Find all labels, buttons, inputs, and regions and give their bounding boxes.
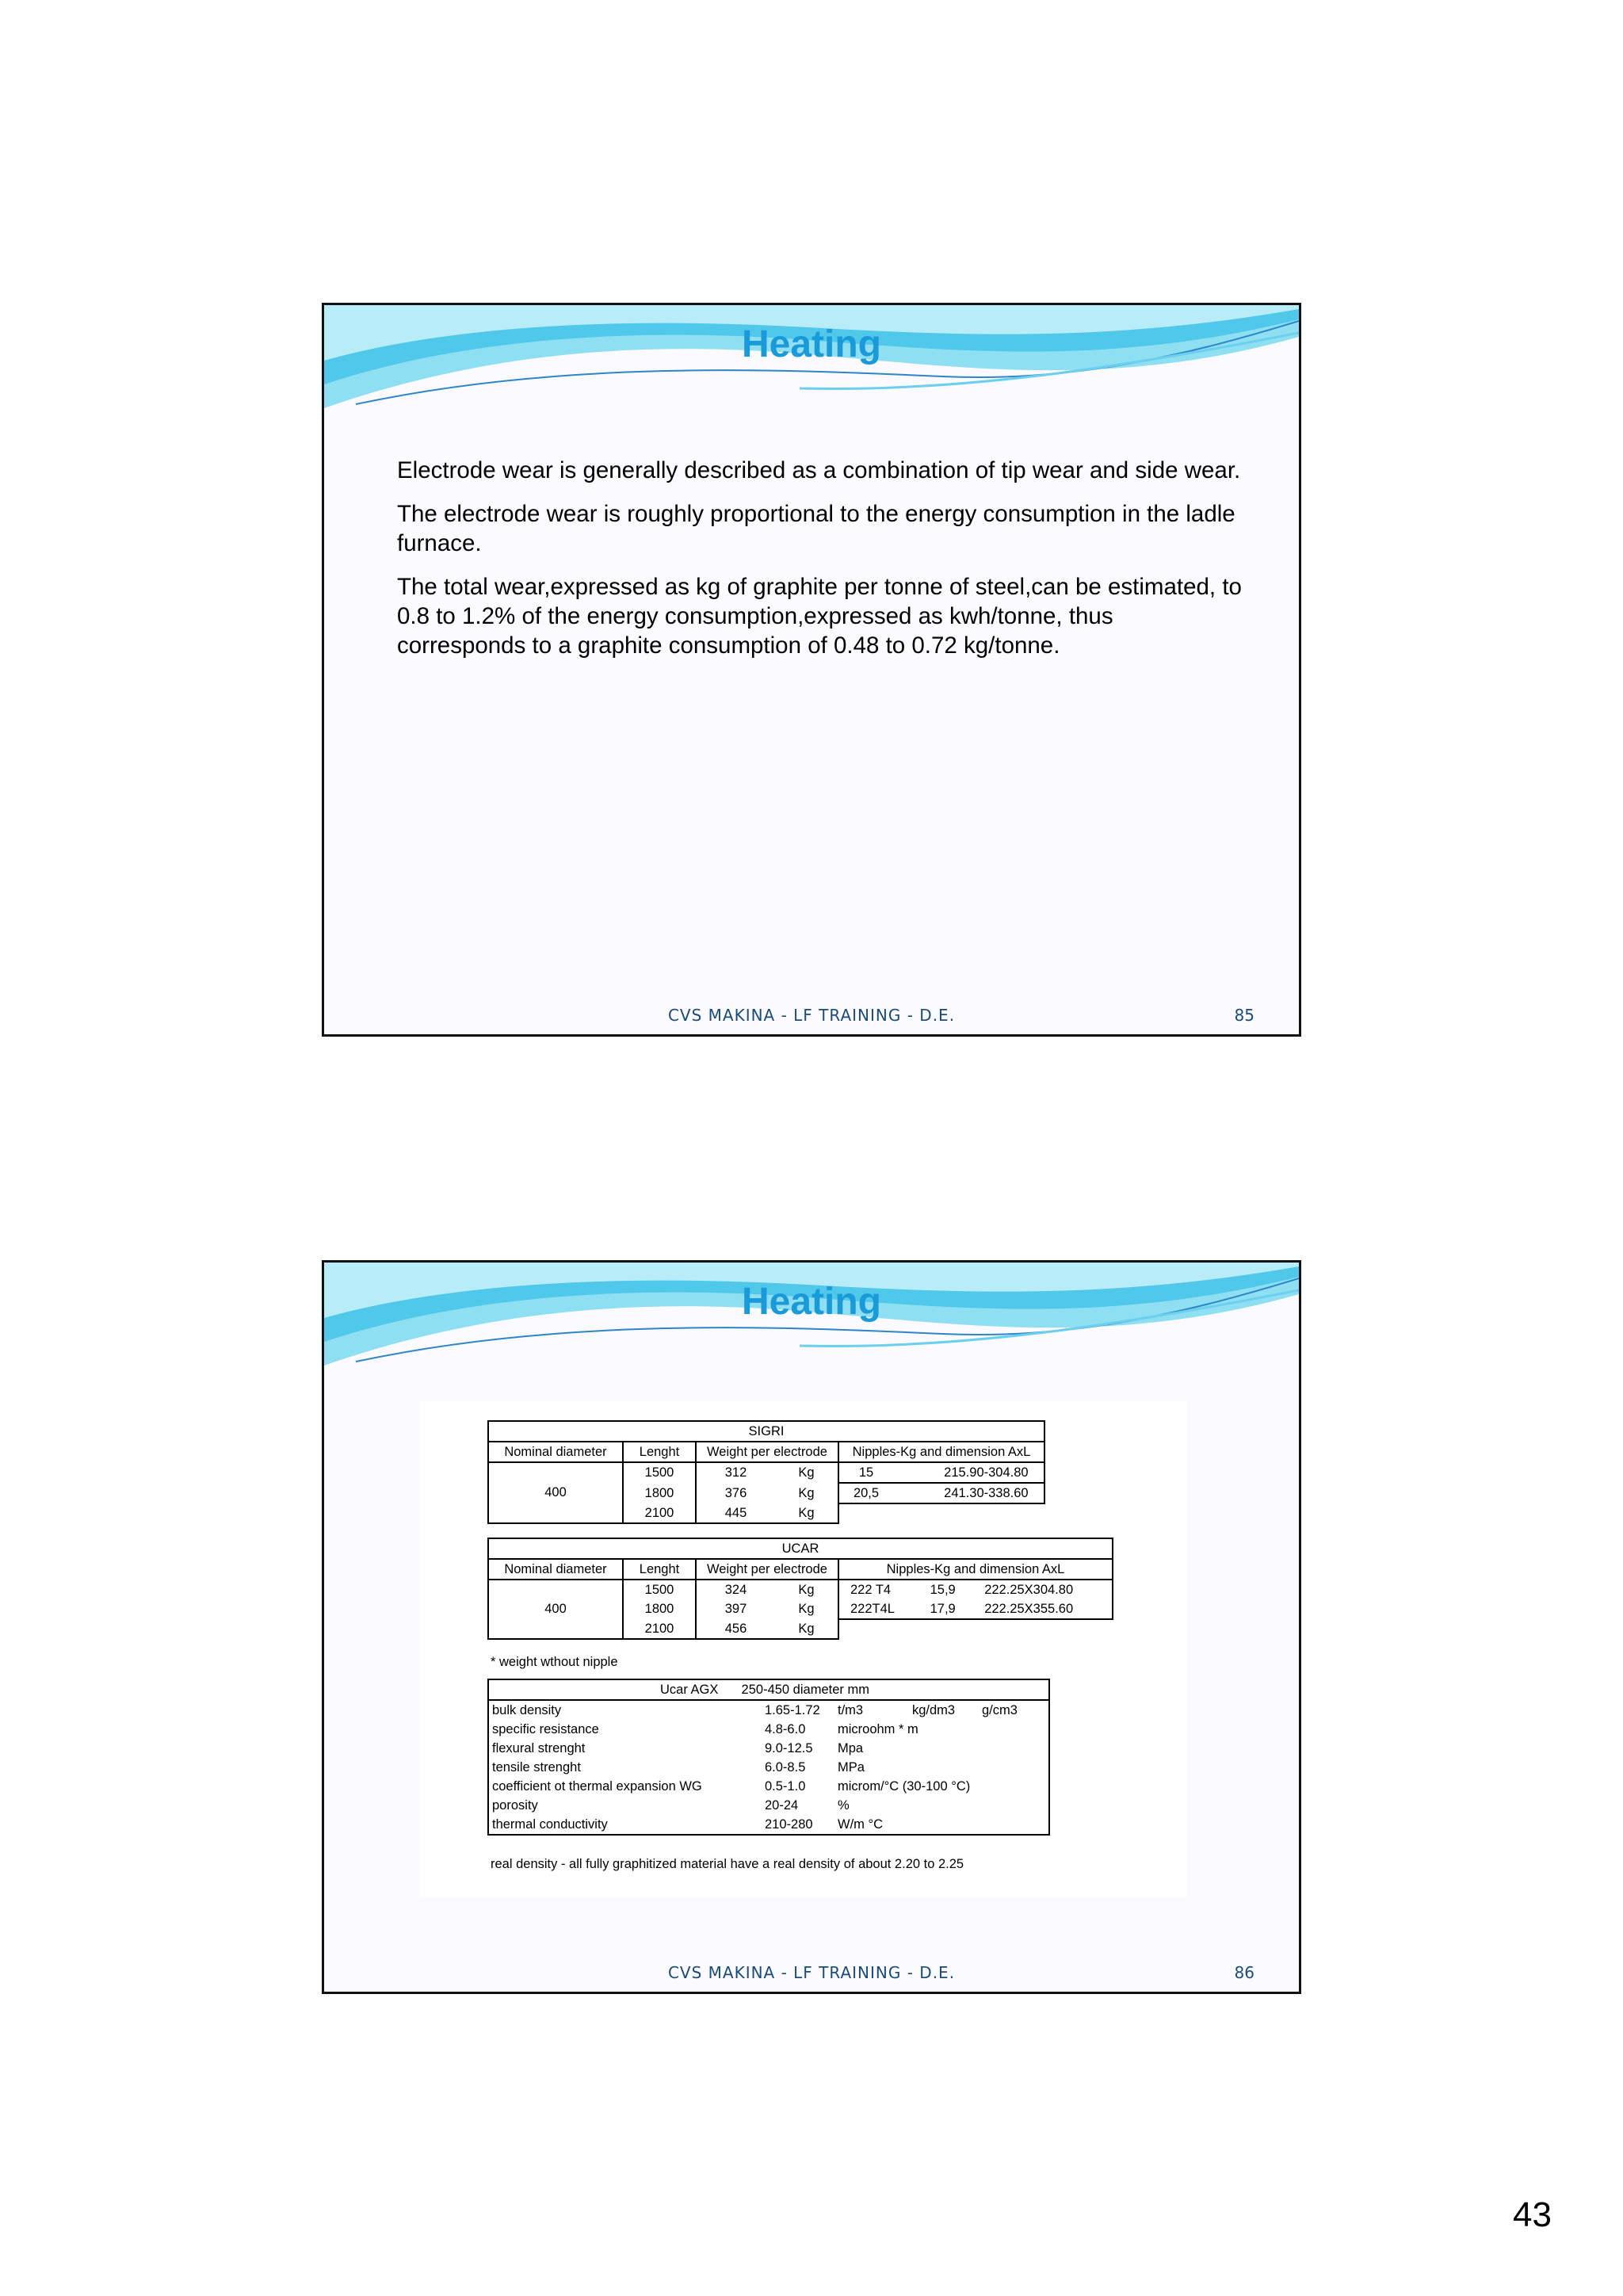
property-unit: microohm * m (838, 1721, 918, 1736)
table-title: UCAR (488, 1538, 1113, 1559)
property-unit: Mpa (838, 1740, 864, 1755)
property-value: 20-24 (765, 1797, 799, 1813)
table-row (488, 1815, 1049, 1835)
nipple-kg: 20,5 (853, 1485, 880, 1500)
sigri-table (487, 1420, 1045, 1524)
property-unit: % (838, 1797, 850, 1813)
nipple-type: 222 T4 (850, 1582, 892, 1597)
table-cell: Kg (798, 1602, 815, 1616)
table-cell: 312 (696, 1462, 775, 1483)
property-unit: W/m °C (838, 1817, 884, 1832)
table-title: SIGRI (488, 1421, 1044, 1442)
agx-properties-table (487, 1679, 1050, 1836)
table-title (488, 1679, 1049, 1700)
table-header: Nominal diameter (488, 1442, 623, 1462)
electrode-data-panel (419, 1401, 1186, 1897)
page-number: 43 (1513, 2195, 1552, 2234)
table-row (488, 1462, 1044, 1483)
table-cell: 397 (696, 1599, 775, 1619)
nipple-dimension: 241.30-338.60 (944, 1485, 1029, 1500)
property-value: 1.65-1.72 (765, 1702, 820, 1717)
paragraph: The total wear,expressed as kg of graphite per tonne of steel,can be estimated, to 0.8 to 1.2% of the energy consumption,expressed as kwh/tonne, thus corresponds to a graphite consumption of 0.48 to 0.72 kg/tonne. (397, 574, 1242, 659)
table-row (488, 1758, 1049, 1777)
table-cell (838, 1462, 1044, 1483)
table-cell: 456 (696, 1619, 775, 1639)
slide-number: 86 (1234, 1963, 1254, 1982)
property-name: bulk density (492, 1702, 562, 1717)
table-cell: 1500 (623, 1462, 696, 1483)
table-cell (838, 1580, 1113, 1599)
property-name: coefficient ot thermal expansion WG (492, 1778, 702, 1794)
table-cell (838, 1599, 1113, 1619)
table-row (488, 1777, 1049, 1796)
property-unit: MPa (838, 1759, 865, 1775)
table-row (488, 1580, 1113, 1599)
slide-86 (322, 1260, 1301, 1994)
table-cell (838, 1483, 1044, 1503)
paragraph: The electrode wear is roughly proportional to the energy consumption in the ladle furnace. (397, 501, 1235, 556)
table-row (488, 1796, 1049, 1815)
slide-footer: CVS MAKINA - LF TRAINING - D.E. (667, 1963, 956, 1982)
property-value: 210-280 (765, 1817, 813, 1832)
table-row (488, 1739, 1049, 1758)
property-unit: microm/°C (30-100 °C) (838, 1778, 971, 1794)
table-header: Lenght (623, 1559, 696, 1580)
table-header: Weight per electrode (696, 1559, 838, 1580)
agx-range: 250-450 diameter mm (741, 1682, 869, 1697)
property-name: specific resistance (492, 1721, 599, 1736)
table-row (488, 1700, 1049, 1720)
table-cell: Kg (798, 1582, 815, 1597)
property-value: 9.0-12.5 (765, 1740, 813, 1755)
table-cell: 1800 (623, 1483, 696, 1503)
slide-title: Heating (741, 1281, 881, 1323)
table-header: Nipples-Kg and dimension AxL (838, 1442, 1044, 1462)
ucar-table (487, 1538, 1113, 1640)
table-cell: 1800 (623, 1599, 696, 1619)
table-header: Weight per electrode (696, 1442, 838, 1462)
slide-number: 85 (1234, 1006, 1254, 1025)
property-value: 0.5-1.0 (765, 1778, 806, 1794)
table-cell: 400 (488, 1580, 623, 1639)
table-cell: 376 (696, 1483, 775, 1503)
table-cell: 324 (696, 1580, 775, 1599)
table-cell: Kg (798, 1485, 815, 1500)
slide-footer: CVS MAKINA - LF TRAINING - D.E. (667, 1006, 956, 1025)
property-unit: kg/dm3 (912, 1702, 956, 1717)
slide-85 (322, 303, 1301, 1037)
nipple-dimension: 222.25X304.80 (984, 1582, 1074, 1597)
table-cell: 2100 (623, 1503, 696, 1523)
property-name: thermal conductivity (492, 1817, 608, 1832)
property-value: 6.0-8.5 (765, 1759, 806, 1775)
table-cell: Kg (775, 1619, 838, 1639)
table-cell: 400 (488, 1462, 623, 1523)
property-name: porosity (492, 1797, 538, 1813)
table-cell: 1500 (623, 1580, 696, 1599)
slide-body (397, 456, 1245, 674)
real-density-note: real density - all fully graphitized material have a real density of about 2.20 to 2.25 (491, 1857, 964, 1871)
table-header: Nipples-Kg and dimension AxL (838, 1559, 1113, 1580)
table-cell: 445 (696, 1503, 775, 1523)
property-name: tensile strenght (492, 1759, 581, 1775)
nipple-kg: 15,9 (930, 1582, 956, 1597)
nipple-kg: 15 (858, 1465, 874, 1480)
table-cell: Kg (798, 1465, 815, 1480)
paragraph: Electrode wear is generally described as a combination of tip wear and side wear. (397, 457, 1241, 483)
table-row (488, 1720, 1049, 1739)
property-unit: g/cm3 (982, 1702, 1018, 1717)
nipple-dimension: 215.90-304.80 (944, 1465, 1029, 1480)
slide-title: Heating (741, 323, 881, 365)
nipple-kg: 17,9 (930, 1601, 956, 1616)
property-value: 4.8-6.0 (765, 1721, 806, 1736)
property-name: flexural strenght (492, 1740, 586, 1755)
agx-title: Ucar AGX (660, 1682, 719, 1697)
ucar-footnote: * weight wthout nipple (491, 1655, 618, 1669)
property-unit: t/m3 (838, 1702, 864, 1717)
table-header: Lenght (623, 1442, 696, 1462)
table-cell: 2100 (623, 1619, 696, 1639)
nipple-type: 222T4L (850, 1601, 895, 1616)
nipple-dimension: 222.25X355.60 (984, 1601, 1074, 1616)
table-cell: Kg (775, 1503, 838, 1523)
table-header: Nominal diameter (488, 1559, 623, 1580)
